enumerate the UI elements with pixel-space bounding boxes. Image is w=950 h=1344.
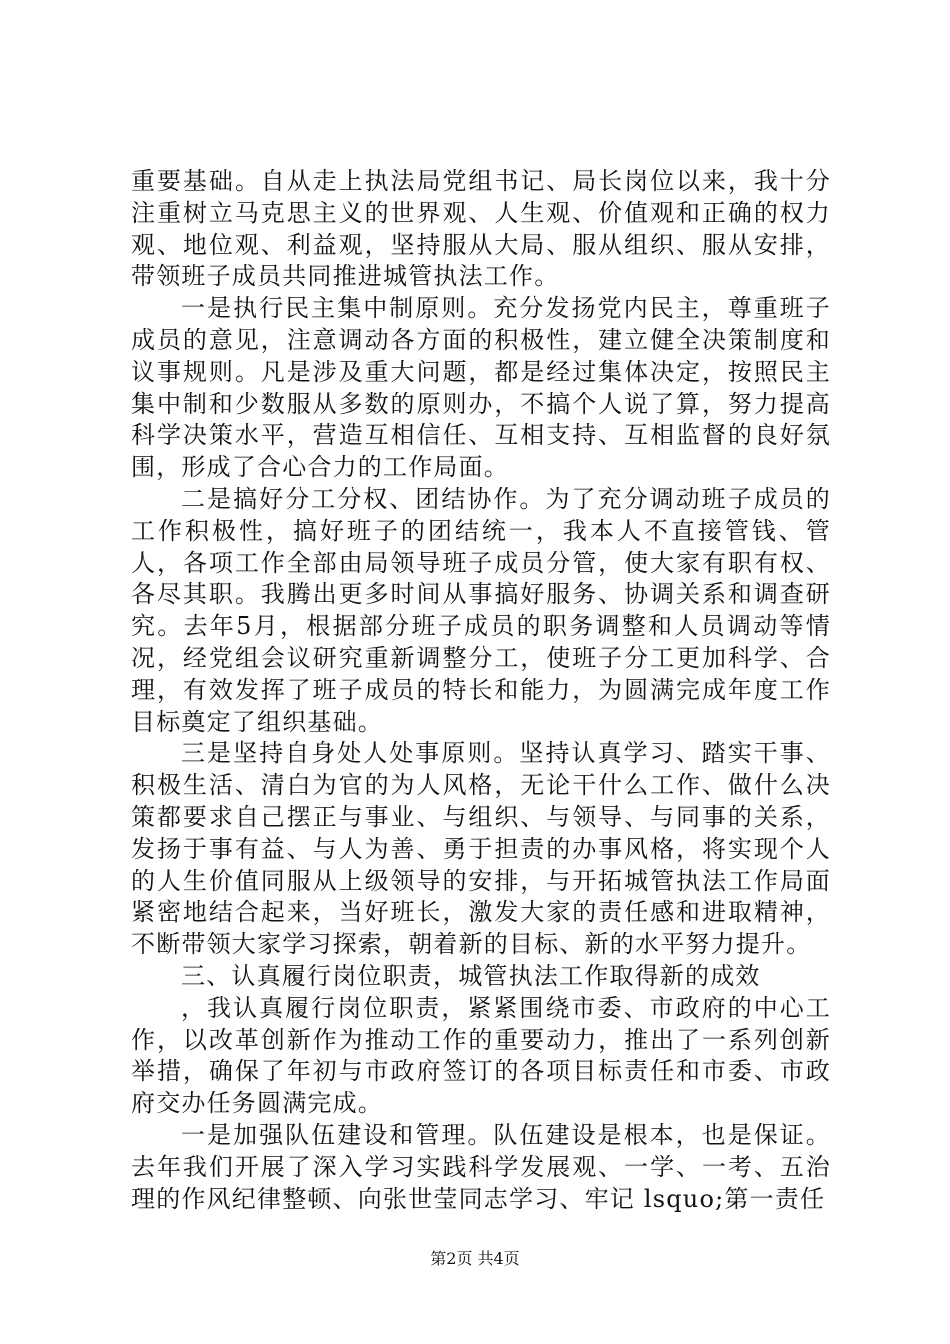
paragraph-6: 一是加强队伍建设和管理。队伍建设是根本，也是保证。去年我们开展了深入学习实践科学发展观、一学、一考、五治理的作风纪律整顿、向张世莹同志学习、牢记 lsquo;第一责任 bbox=[131, 1120, 831, 1213]
document-body bbox=[131, 166, 831, 1215]
paragraph-1: 重要基础。自从走上执法局党组书记、局长岗位以来，我十分注重树立马克思主义的世界观、人生观、价值观和正确的权力观、地位观、利益观，坚持服从大局、服从组织、服从安排，带领班子成员共同推进城管执法工作。 bbox=[131, 167, 831, 291]
page-number-footer: 第2页 共4页 bbox=[430, 1249, 520, 1268]
paragraph-3: 二是搞好分工分权、团结协作。为了充分调动班子成员的工作积极性，搞好班子的团结统一，我本人不直接管钱、管人，各项工作全部由局领导班子成员分管，使大家有职有权、各尽其职。我腾出更多时间从事搞好服务、协调关系和调查研究。去年5月，根据部分班子成员的职务调整和人员调动等情况，经党组会议研究重新调整分工，使班子分工更加科学、合理，有效发挥了班子成员的特长和能力，为圆满完成年度工作目标奠定了组织基础。 bbox=[131, 484, 831, 736]
paragraph-2: 一是执行民主集中制原则。充分发扬党内民主，尊重班子成员的意见，注意调动各方面的积极性，建立健全决策制度和议事规则。凡是涉及重大问题，都是经过集体决定，按照民主集中制和少数服从多数的原则办，不搞个人说了算，努力提高科学决策水平，营造互相信任、互相支持、互相监督的良好氛围，形成了合心合力的工作局面。 bbox=[131, 294, 831, 482]
paragraph-4: 三是坚持自身处人处事原则。坚持认真学习、踏实干事、积极生活、清白为官的为人风格，无论干什么工作、做什么决策都要求自己摆正与事业、与组织、与领导、与同事的关系，发扬于事有益、与人为善、勇于担责的办事风格，将实现个人的人生价值同服从上级领导的安排，与开拓城管执法工作局面紧密地结合起来，当好班长，激发大家的责任感和进取精神，不断带领大家学习探索，朝着新的目标、新的水平努力提升。 bbox=[131, 739, 831, 959]
paragraph-5: ，我认真履行岗位职责，紧紧围绕市委、市政府的中心工作，以改革创新作为推动工作的重要动力，推出了一系列创新举措，确保了年初与市政府签订的各项目标责任和市委、市政府交办任务圆满完成。 bbox=[131, 993, 831, 1118]
section-heading-3: 三、认真履行岗位职责，城管执法工作取得新的成效 bbox=[181, 961, 761, 990]
